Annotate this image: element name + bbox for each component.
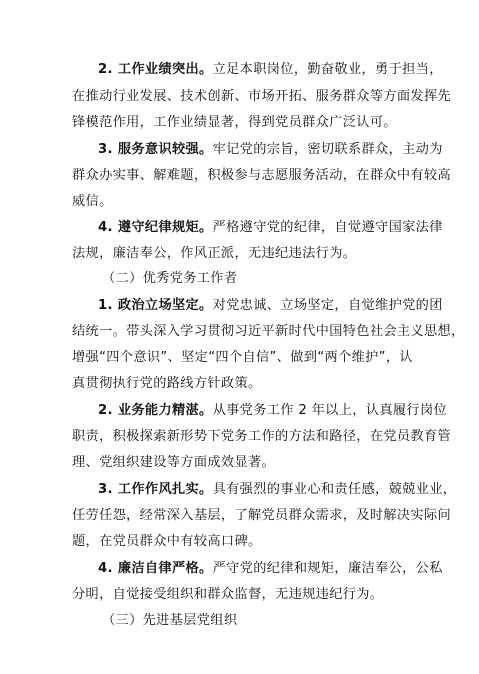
criterion-1-line-1 — [98, 297, 443, 314]
section-heading-3 — [102, 612, 237, 629]
body-line — [72, 454, 275, 471]
criterion-heading: 4. 廉洁自律严格。 — [98, 561, 213, 576]
body-line — [72, 507, 451, 524]
body-text: 锋模范作用，工作业绩显著，得到党员群众广泛认可。 — [72, 115, 397, 130]
body-text: 增强“四个意识”、坚定“四个自信”、做到“两个维护”，认 — [72, 350, 413, 365]
body-line — [72, 323, 465, 340]
body-line — [72, 114, 397, 131]
criterion-heading: 4. 遵守纪律规矩。 — [98, 220, 213, 235]
criterion-3b-line-1 — [98, 481, 456, 498]
body-text: 结统一。带头深入学习贯彻习近平新时代中国特色社会主义思想， — [72, 324, 465, 339]
criterion-heading: 2. 工作业绩突出。 — [98, 62, 213, 77]
section-heading-2 — [102, 270, 237, 287]
body-line — [72, 193, 113, 210]
body-text: 分明，自觉接受组织和群众监督，无违规违纪行为。 — [72, 587, 384, 602]
section-heading-text: （二）优秀党务工作者 — [102, 271, 238, 286]
criterion-2-line-1 — [98, 61, 443, 78]
criterion-3-line-1 — [98, 141, 443, 158]
body-line — [72, 428, 451, 445]
body-line — [72, 533, 262, 550]
body-line — [72, 586, 383, 603]
body-text: 任劳任怨，经常深入基层，了解党员群众需求，及时解决实际问 — [72, 508, 452, 523]
criterion-text: 牢记党的宗旨，密切联系群众，主动为 — [212, 142, 443, 157]
body-text: 题，在党员群众中有较高口碑。 — [72, 534, 262, 549]
criterion-heading: 1. 政治立场坚定。 — [98, 298, 213, 313]
body-text: 威信。 — [72, 194, 113, 209]
criterion-text: 严守党的纪律和规矩，廉洁奉公，公私 — [212, 561, 443, 576]
body-line — [72, 245, 356, 262]
body-line — [72, 88, 451, 105]
body-text: 理、党组织建设等方面成效显著。 — [72, 455, 276, 470]
criterion-heading: 3. 服务意识较强。 — [98, 142, 213, 157]
criterion-text: 严格遵守党的纪律，自觉遵守国家法律 — [212, 220, 443, 235]
criterion-4-line-1 — [98, 219, 443, 236]
body-text: 在推动行业发展、技术创新、市场开拓、服务群众等方面发挥先 — [72, 89, 452, 104]
body-text: 群众办实事、解难题，积极参与志愿服务活动，在群众中有较高 — [72, 168, 452, 183]
criterion-text: 立足本职岗位，勤奋敬业，勇于担当， — [212, 62, 443, 77]
body-line — [72, 349, 413, 366]
body-line — [72, 167, 451, 184]
criterion-text: 具有强烈的事业心和责任感，兢兢业业， — [212, 482, 457, 497]
criterion-heading: 2. 业务能力精湛。 — [98, 403, 213, 418]
criterion-text: 对党忠诚、立场坚定，自觉维护党的团 — [212, 298, 443, 313]
body-text: 法规，廉洁奉公，作风正派，无违纪违法行为。 — [72, 246, 357, 261]
criterion-text: 从事党务工作 2 年以上，认真履行岗位 — [212, 403, 448, 418]
criterion-4b-line-1 — [98, 560, 443, 577]
section-heading-text: （三）先进基层党组织 — [102, 613, 238, 628]
criterion-heading: 3. 工作作风扎实。 — [98, 482, 213, 497]
body-text: 职责，积极探索新形势下党务工作的方法和路径，在党员教育管 — [72, 429, 452, 444]
body-text: 真贯彻执行党的路线方针政策。 — [72, 376, 262, 391]
body-line — [72, 375, 262, 392]
criterion-2b-line-1 — [98, 402, 447, 419]
